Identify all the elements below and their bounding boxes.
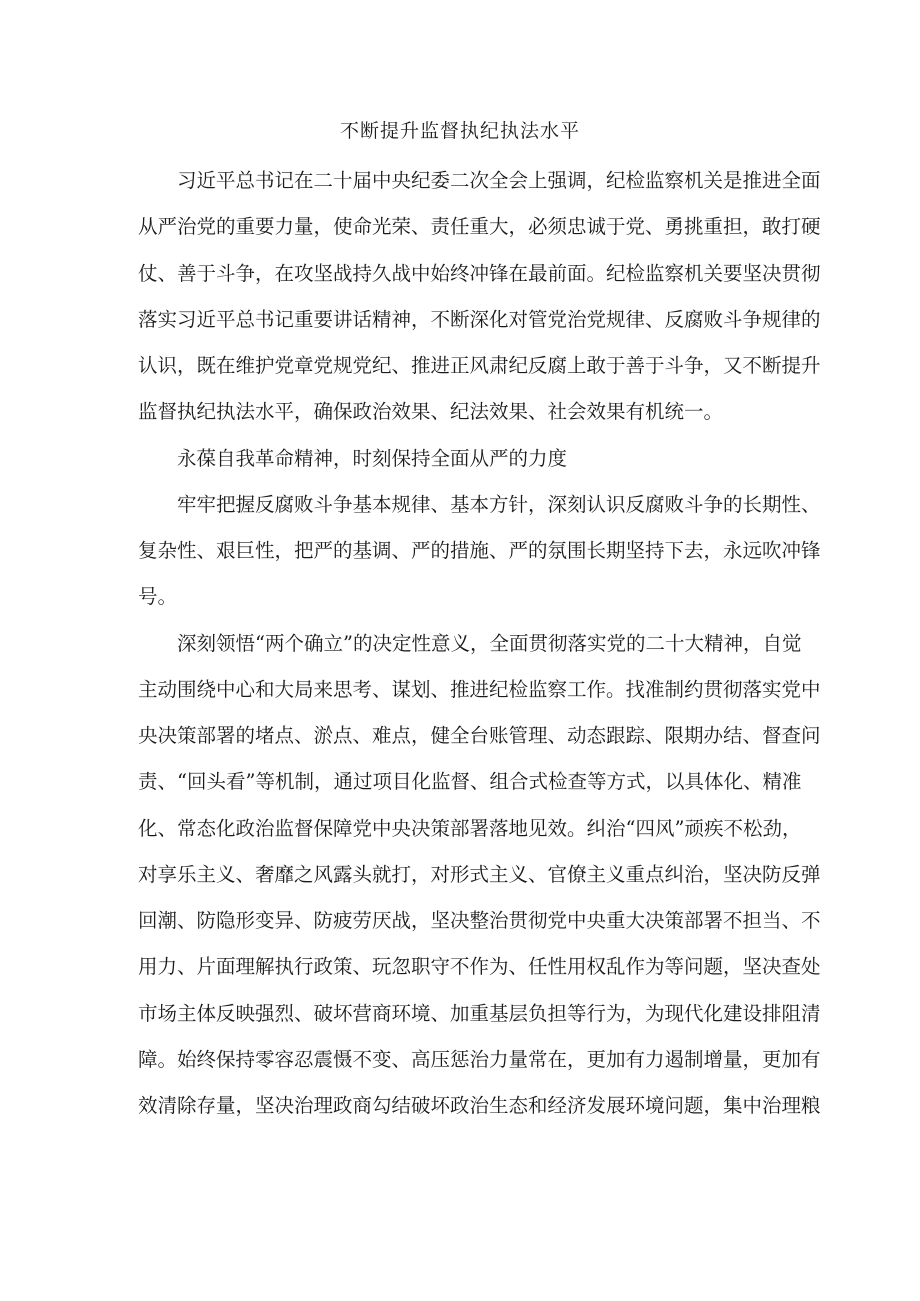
section-heading: 永葆自我革命精神，时刻保持全面从严的力度 [177, 447, 568, 470]
text-line: 从严治党的重要力量，使命光荣、责任重大，必须忠诚于党、勇挑重担，敢打硬 [138, 215, 821, 238]
text-line: 号。 [138, 585, 178, 608]
text-line: 深刻领悟“两个确立”的决定性意义，全面贯彻落实党的二十大精神，自觉 [177, 632, 802, 655]
text-line: 认识，既在维护党章党规党纪、推进正风肃纪反腐上敢于善于斗争，又不断提升 [138, 354, 821, 377]
document-title: 不断提升监督执纪执法水平 [339, 120, 580, 142]
text-line: 化、常态化政治监督保障党中央决策部署落地见效。纠治“四风”顽疾不松劲， [138, 817, 802, 840]
text-line: 回潮、防隐形变异、防疲劳厌战，坚决整治贯彻党中央重大决策部署不担当、不 [138, 909, 821, 932]
text-line: 复杂性、艰巨性，把严的基调、严的措施、严的氛围长期坚持下去，永远吹冲锋 [138, 539, 821, 562]
text-line: 习近平总书记在二十届中央纪委二次全会上强调，纪检监察机关是推进全面 [177, 169, 821, 192]
text-line: 监督执纪执法水平，确保政治效果、纪法效果、社会效果有机统一。 [138, 400, 724, 423]
text-line: 责、“回头看”等机制，通过项目化监督、组合式检查等方式，以具体化、精准 [138, 770, 802, 793]
text-line: 落实习近平总书记重要讲话精神，不断深化对管党治党规律、反腐败斗争规律的 [138, 308, 821, 331]
text-line: 用力、片面理解执行政策、玩忽职守不作为、任性用权乱作为等问题，坚决查处 [138, 955, 821, 978]
text-line: 对享乐主义、奢靡之风露头就打，对形式主义、官僚主义重点纠治，坚决防反弹 [138, 863, 821, 886]
text-line: 主动围绕中心和大局来思考、谋划、推进纪检监察工作。找准制约贯彻落实党中 [138, 678, 821, 701]
text-line: 障。始终保持零容忍震慑不变、高压惩治力量常在，更加有力遏制增量，更加有 [138, 1048, 821, 1071]
text-line: 牢牢把握反腐败斗争基本规律、基本方针，深刻认识反腐败斗争的长期性、 [177, 493, 821, 516]
text-line: 央决策部署的堵点、淤点、难点，健全台账管理、动态跟踪、限期办结、督查问 [138, 724, 821, 747]
text-line: 效清除存量，坚决治理政商勾结破坏政治生态和经济发展环境问题，集中治理粮 [138, 1094, 821, 1117]
text-line: 市场主体反映强烈、破坏营商环境、加重基层负担等行为，为现代化建设排阻清 [138, 1002, 821, 1025]
text-line: 仗、善于斗争，在攻坚战持久战中始终冲锋在最前面。纪检监察机关要坚决贯彻 [138, 262, 821, 285]
